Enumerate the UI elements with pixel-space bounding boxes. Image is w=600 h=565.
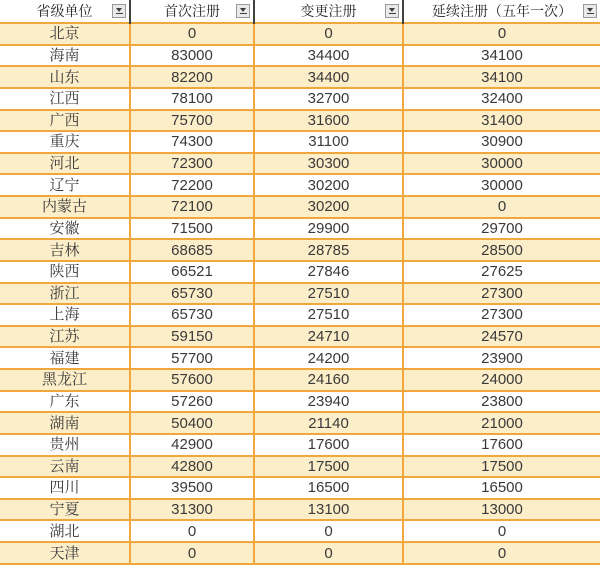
column-header-first-registration[interactable]	[130, 0, 254, 23]
value-cell[interactable]: 42800	[130, 456, 254, 478]
province-cell[interactable]: 四川	[0, 477, 130, 499]
province-cell[interactable]: 安徽	[0, 218, 130, 240]
value-cell[interactable]: 72100	[130, 196, 254, 218]
province-cell[interactable]: 辽宁	[0, 174, 130, 196]
value-cell[interactable]: 57700	[130, 347, 254, 369]
column-header-renewal-registration[interactable]	[403, 0, 600, 23]
value-cell[interactable]: 16500	[254, 477, 403, 499]
table-row	[0, 456, 600, 478]
table-row	[0, 412, 600, 434]
value-cell[interactable]: 30200	[254, 174, 403, 196]
province-cell[interactable]: 江西	[0, 88, 130, 110]
column-header-label: 首次注册	[164, 3, 220, 19]
province-cell[interactable]: 陕西	[0, 261, 130, 283]
value-cell[interactable]: 0	[403, 196, 600, 218]
value-cell[interactable]: 21000	[403, 412, 600, 434]
table-row	[0, 196, 600, 218]
value-cell[interactable]: 24710	[254, 326, 403, 348]
value-cell[interactable]: 29900	[254, 218, 403, 240]
table-row	[0, 261, 600, 283]
province-cell[interactable]: 江苏	[0, 326, 130, 348]
value-cell[interactable]: 17500	[403, 456, 600, 478]
province-cell[interactable]: 上海	[0, 304, 130, 326]
value-cell[interactable]: 23800	[403, 391, 600, 413]
table-row	[0, 153, 600, 175]
value-cell[interactable]: 0	[403, 23, 600, 45]
filter-dropdown-icon[interactable]	[236, 4, 250, 18]
filter-bar-icon	[116, 13, 123, 14]
value-cell[interactable]: 17600	[254, 434, 403, 456]
value-cell[interactable]: 0	[254, 23, 403, 45]
value-cell[interactable]: 65730	[130, 283, 254, 305]
table-row	[0, 110, 600, 132]
filter-bar-icon	[587, 13, 594, 14]
value-cell[interactable]: 74300	[130, 131, 254, 153]
table-row	[0, 326, 600, 348]
column-header-label: 延续注册（五年一次）	[432, 3, 572, 19]
value-cell[interactable]: 30300	[254, 153, 403, 175]
value-cell[interactable]: 66521	[130, 261, 254, 283]
province-cell[interactable]: 海南	[0, 45, 130, 67]
province-cell[interactable]: 湖北	[0, 520, 130, 542]
column-header-label: 变更注册	[300, 3, 357, 19]
value-cell[interactable]: 24570	[403, 326, 600, 348]
chevron-down-icon	[116, 8, 122, 12]
value-cell[interactable]: 28785	[254, 239, 403, 261]
filter-bar-icon	[240, 13, 247, 14]
table-row	[0, 174, 600, 196]
province-cell[interactable]: 天津	[0, 542, 130, 564]
value-cell[interactable]: 68685	[130, 239, 254, 261]
value-cell[interactable]: 42900	[130, 434, 254, 456]
value-cell[interactable]: 75700	[130, 110, 254, 132]
header-row	[0, 0, 600, 23]
province-cell[interactable]: 内蒙古	[0, 196, 130, 218]
table-row	[0, 239, 600, 261]
province-cell[interactable]: 广西	[0, 110, 130, 132]
table-row	[0, 218, 600, 240]
value-cell[interactable]: 31600	[254, 110, 403, 132]
table-row	[0, 283, 600, 305]
value-cell[interactable]: 0	[130, 23, 254, 45]
value-cell[interactable]: 34400	[254, 45, 403, 67]
value-cell[interactable]: 0	[254, 542, 403, 564]
province-cell[interactable]: 湖南	[0, 412, 130, 434]
table-row	[0, 23, 600, 45]
value-cell[interactable]: 71500	[130, 218, 254, 240]
table-row	[0, 45, 600, 67]
value-cell[interactable]: 82200	[130, 66, 254, 88]
value-cell[interactable]: 31400	[403, 110, 600, 132]
filter-dropdown-icon[interactable]	[112, 4, 126, 18]
filter-dropdown-icon[interactable]	[583, 4, 597, 18]
value-cell[interactable]: 23940	[254, 391, 403, 413]
value-cell[interactable]: 21140	[254, 412, 403, 434]
value-cell[interactable]: 0	[254, 520, 403, 542]
table-row	[0, 88, 600, 110]
table-row	[0, 542, 600, 564]
value-cell[interactable]: 30900	[403, 131, 600, 153]
value-cell[interactable]: 72300	[130, 153, 254, 175]
table-row	[0, 66, 600, 88]
table-row	[0, 369, 600, 391]
table-row	[0, 499, 600, 521]
value-cell[interactable]: 59150	[130, 326, 254, 348]
value-cell[interactable]: 31300	[130, 499, 254, 521]
table-row	[0, 520, 600, 542]
value-cell[interactable]: 0	[130, 520, 254, 542]
value-cell[interactable]: 27300	[403, 304, 600, 326]
table-row	[0, 391, 600, 413]
province-cell[interactable]: 浙江	[0, 283, 130, 305]
chevron-down-icon	[240, 8, 246, 12]
province-cell[interactable]: 贵州	[0, 434, 130, 456]
column-header-label: 省级单位	[36, 3, 93, 19]
chevron-down-icon	[389, 8, 395, 12]
value-cell[interactable]: 30000	[403, 174, 600, 196]
table-body	[0, 23, 600, 564]
value-cell[interactable]: 65730	[130, 304, 254, 326]
province-cell[interactable]: 重庆	[0, 131, 130, 153]
table-row	[0, 131, 600, 153]
province-cell[interactable]: 广东	[0, 391, 130, 413]
value-cell[interactable]: 39500	[130, 477, 254, 499]
value-cell[interactable]: 28500	[403, 239, 600, 261]
table-row	[0, 304, 600, 326]
province-cell[interactable]: 云南	[0, 456, 130, 478]
value-cell[interactable]: 32700	[254, 88, 403, 110]
province-cell[interactable]: 河北	[0, 153, 130, 175]
province-cell[interactable]: 福建	[0, 347, 130, 369]
value-cell[interactable]: 78100	[130, 88, 254, 110]
value-cell[interactable]: 32400	[403, 88, 600, 110]
value-cell[interactable]: 83000	[130, 45, 254, 67]
value-cell[interactable]: 27300	[403, 283, 600, 305]
value-cell[interactable]: 57600	[130, 369, 254, 391]
value-cell[interactable]: 29700	[403, 218, 600, 240]
value-cell[interactable]: 0	[403, 542, 600, 564]
filter-bar-icon	[389, 13, 396, 14]
value-cell[interactable]: 27510	[254, 283, 403, 305]
value-cell[interactable]: 16500	[403, 477, 600, 499]
value-cell[interactable]: 24000	[403, 369, 600, 391]
value-cell[interactable]: 13000	[403, 499, 600, 521]
value-cell[interactable]: 34400	[254, 66, 403, 88]
value-cell[interactable]: 31100	[254, 131, 403, 153]
value-cell[interactable]: 24160	[254, 369, 403, 391]
value-cell[interactable]: 57260	[130, 391, 254, 413]
value-cell[interactable]: 34100	[403, 66, 600, 88]
province-cell[interactable]: 黑龙江	[0, 369, 130, 391]
value-cell[interactable]: 27625	[403, 261, 600, 283]
province-cell[interactable]: 宁夏	[0, 499, 130, 521]
value-cell[interactable]: 24200	[254, 347, 403, 369]
value-cell[interactable]: 27846	[254, 261, 403, 283]
value-cell[interactable]: 17500	[254, 456, 403, 478]
column-header-change-registration[interactable]	[254, 0, 403, 23]
value-cell[interactable]: 72200	[130, 174, 254, 196]
province-cell[interactable]: 吉林	[0, 239, 130, 261]
province-cell[interactable]: 山东	[0, 66, 130, 88]
table-row	[0, 347, 600, 369]
chevron-down-icon	[587, 8, 593, 12]
table-row	[0, 477, 600, 499]
value-cell[interactable]: 30200	[254, 196, 403, 218]
filter-dropdown-icon[interactable]	[385, 4, 399, 18]
value-cell[interactable]: 34100	[403, 45, 600, 67]
value-cell[interactable]: 13100	[254, 499, 403, 521]
value-cell[interactable]: 0	[403, 520, 600, 542]
value-cell[interactable]: 17600	[403, 434, 600, 456]
province-cell[interactable]: 北京	[0, 23, 130, 45]
table-row	[0, 434, 600, 456]
value-cell[interactable]: 30000	[403, 153, 600, 175]
value-cell[interactable]: 50400	[130, 412, 254, 434]
value-cell[interactable]: 0	[130, 542, 254, 564]
value-cell[interactable]: 27510	[254, 304, 403, 326]
column-header-province[interactable]	[0, 0, 130, 23]
value-cell[interactable]: 23900	[403, 347, 600, 369]
